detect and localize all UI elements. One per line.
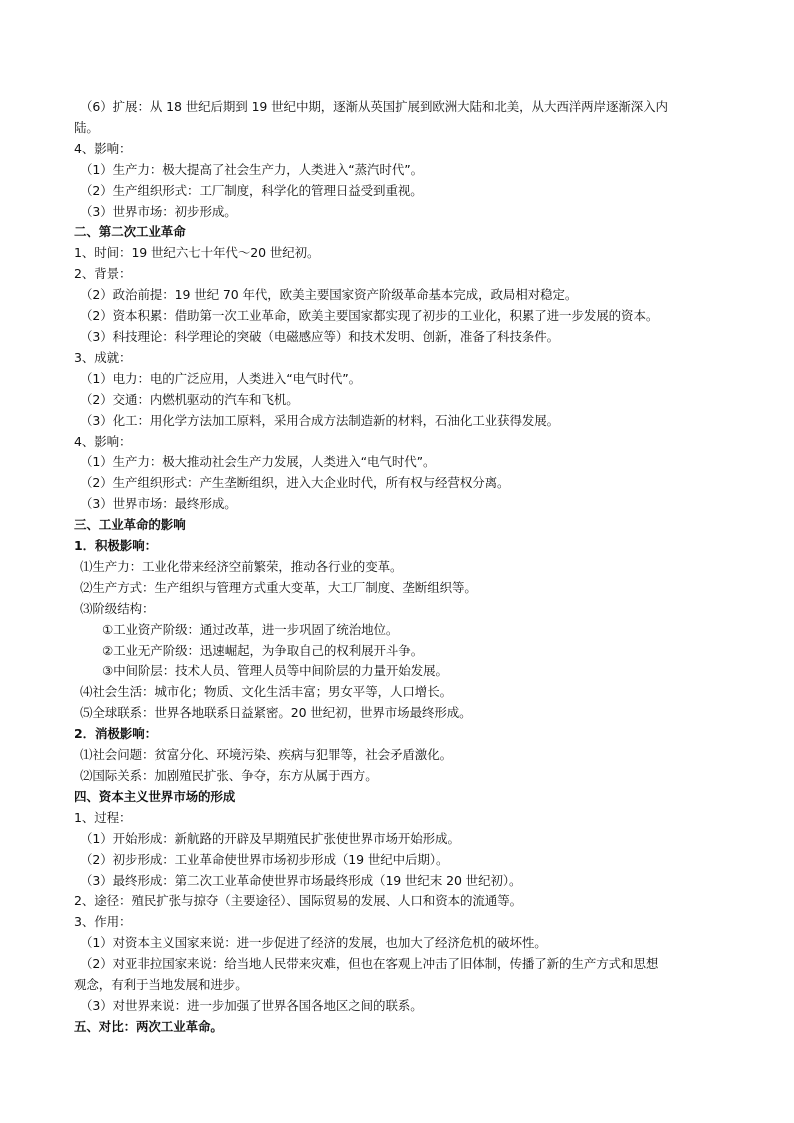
text-line: 陆。 — [74, 119, 99, 135]
text-line: 2、背景： — [74, 266, 132, 282]
text-line: 观念，有利于当地发展和进步。 — [74, 977, 248, 993]
text-line: 4、影响： — [74, 433, 132, 449]
text-line: ②工业无产阶级：迅速崛起，为争取自己的权利展开斗争。 — [102, 642, 424, 658]
text-line: （2）生产组织形式：产生垄断组织，进入大企业时代，所有权与经营权分离。 — [80, 475, 510, 491]
text-line: 1、时间：19 世纪六七十年代～20 世纪初。 — [74, 245, 320, 261]
text-line: ⑶阶级结构： — [80, 600, 155, 616]
subsection-heading: 2．消极影响： — [74, 726, 157, 742]
text-line: ⑴社会问题：贫富分化、环境污染、疾病与犯罪等，社会矛盾激化。 — [80, 747, 453, 763]
text-line: （3）化工：用化学方法加工原料，采用合成方法制造新的材料，石油化工业获得发展。 — [80, 412, 560, 428]
text-line: 2、途径：殖民扩张与掠夺（主要途径）、国际贸易的发展、人口和资本的流通等。 — [74, 893, 523, 909]
section-heading: 四、资本主义世界市场的形成 — [74, 788, 236, 804]
section-heading: 二、第二次工业革命 — [74, 224, 186, 240]
text-line: （6）扩展：从 18 世纪后期到 19 世纪中期，逐渐从英国扩展到欧洲大陆和北美，从大西洋两岸逐渐深入内 — [80, 99, 668, 114]
text-line: （3）世界市场：初步形成。 — [80, 203, 237, 219]
text-line: （3）对世界来说：进一步加强了世界各国各地区之间的联系。 — [80, 997, 423, 1013]
text-line: （3）科技理论：科学理论的突破（电磁感应等）和技术发明、创新，准备了科技条件。 — [80, 328, 560, 344]
text-line: ①工业资产阶级：通过改革，进一步巩固了统治地位。 — [102, 621, 399, 637]
text-line: （2）交通：内燃机驱动的汽车和飞机。 — [80, 391, 299, 407]
text-line: （1）电力：电的广泛应用，人类进入“电气时代”。 — [80, 370, 362, 386]
text-line: （3）世界市场：最终形成。 — [80, 496, 237, 512]
section-heading: 五、对比：两次工业革命。 — [74, 1018, 223, 1034]
text-line: ⑷社会生活：城市化；物质、文化生活丰富；男女平等，人口增长。 — [80, 684, 453, 700]
text-line: （1）对资本主义国家来说：进一步促进了经济的发展，也加大了经济危机的破坏性。 — [80, 935, 547, 951]
text-line: 4、影响： — [74, 140, 132, 156]
text-line: ⑴生产力：工业化带来经济空前繁荣，推动各行业的变革。 — [80, 558, 403, 574]
text-line: （1）开始形成：新航路的开辟及早期殖民扩张使世界市场开始形成。 — [80, 830, 460, 846]
subsection-heading: 1．积极影响： — [74, 538, 157, 554]
section-heading: 三、工业革命的影响 — [74, 517, 186, 533]
text-line: ⑵国际关系：加剧殖民扩张、争夺，东方从属于西方。 — [80, 768, 378, 783]
text-line: 1、过程： — [74, 809, 132, 825]
text-line: 3、成就： — [74, 349, 132, 365]
text-line: ⑵生产方式：生产组织与管理方式重大变革，大工厂制度、垄断组织等。 — [80, 579, 477, 595]
text-line: （2）初步形成：工业革命使世界市场初步形成（19 世纪中后期）。 — [80, 851, 449, 867]
text-line: （2）资本积累：借助第一次工业革命，欧美主要国家都实现了初步的工业化，积累了进一步发展的资本。 — [80, 308, 659, 324]
text-line: 3、作用： — [74, 914, 132, 930]
text-line: （2）生产组织形式：工厂制度，科学化的管理日益受到重视。 — [80, 182, 423, 198]
text-line: （1）生产力：极大提高了社会生产力，人类进入“蒸汽时代”。 — [80, 161, 424, 177]
text-line: （2）政治前提：19 世纪 70 年代，欧美主要国家资产阶级革命基本完成，政局相对稳定。 — [80, 287, 578, 303]
text-line: （3）最终形成：第二次工业革命使世界市场最终形成（19 世纪末 20 世纪初）。 — [80, 872, 522, 888]
text-line: （2）对亚非拉国家来说：给当地人民带来灾难，但也在客观上冲击了旧体制，传播了新的生产方式和思想 — [80, 956, 659, 972]
document-page — [74, 97, 744, 1038]
text-line: （1）生产力：极大推动社会生产力发展，人类进入“电气时代”。 — [80, 454, 436, 470]
text-line: ⑸全球联系：世界各地联系日益紧密。20 世纪初，世界市场最终形成。 — [80, 705, 472, 721]
text-line: ③中间阶层：技术人员、管理人员等中间阶层的力量开始发展。 — [102, 663, 448, 679]
